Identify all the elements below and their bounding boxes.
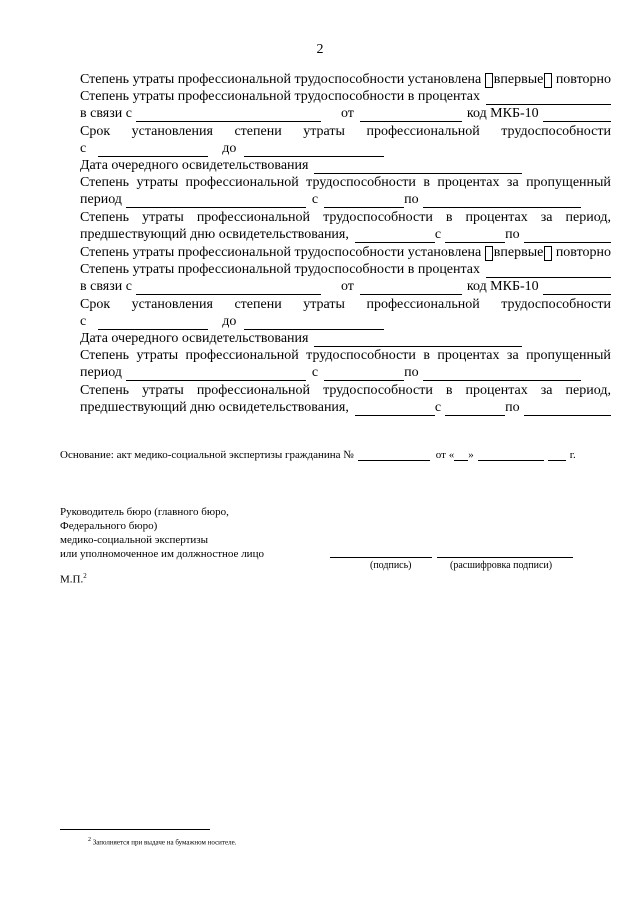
term-word: трудоспособности <box>501 123 611 139</box>
signer-title-line-3: медико-социальной экспертизы <box>60 534 209 546</box>
preceding-by-label: по <box>505 399 520 415</box>
signature-field[interactable] <box>330 557 432 558</box>
preceding-period-line <box>80 209 611 226</box>
percent-text: Степень утраты профессиональной трудоспособности в процентах <box>80 89 481 105</box>
from-c-label: с <box>80 313 87 329</box>
term-line <box>80 123 611 140</box>
signature-decode-caption: (расшифровка подписи) <box>450 560 553 571</box>
missed-end-field[interactable] <box>423 194 581 208</box>
term-end-field[interactable] <box>244 143 384 157</box>
preceding-word: трудоспособности <box>323 382 433 398</box>
percent-line <box>80 261 611 278</box>
repeat-checkbox[interactable] <box>544 73 552 88</box>
page-number: 2 <box>316 42 324 57</box>
established-text: Степень утраты профессиональной трудоспособности установлена <box>80 72 482 87</box>
preceding-word: в <box>445 209 453 225</box>
missed-period-values-line <box>80 191 611 208</box>
missed-word: профессиональной <box>185 348 299 364</box>
next-exam-line <box>80 330 611 347</box>
basis-text: Основание: акт медико-социальной экспертизы гражданина № <box>60 449 354 461</box>
missed-word: профессиональной <box>185 175 299 191</box>
act-number-field[interactable] <box>358 447 430 461</box>
missed-start-field[interactable] <box>324 367 404 381</box>
icd-field[interactable] <box>543 281 611 295</box>
next-exam-field[interactable] <box>314 333 522 347</box>
signature-caption: (подпись) <box>370 560 412 571</box>
missed-word: в <box>423 175 430 191</box>
missed-word: Степень <box>80 175 130 191</box>
preceding-period-line <box>80 382 611 399</box>
period-label: период <box>80 192 122 208</box>
preceding-word: профессиональной <box>196 209 311 225</box>
preceding-day-text: предшествующий дню освидетельствования, <box>80 226 349 242</box>
period-by-label: по <box>404 365 419 381</box>
footnote-text: Заполняется при выдаче на бумажном носителе. <box>92 838 237 847</box>
footnote-separator <box>60 829 210 830</box>
preceding-word: период, <box>565 382 611 398</box>
preceding-word: за <box>540 382 553 398</box>
percent-line <box>80 88 611 105</box>
missed-word: в <box>423 348 430 364</box>
in-connection-label: в связи с <box>80 106 132 122</box>
basis-year: г. <box>569 449 576 461</box>
established-line <box>80 71 611 88</box>
footnote-mark: 2 <box>88 837 91 843</box>
period-c-label: с <box>311 365 319 381</box>
period-c-label: с <box>311 192 319 208</box>
missed-period-line <box>80 174 611 191</box>
missed-word: за <box>506 348 519 364</box>
repeat-checkbox[interactable] <box>544 246 552 261</box>
from-c-label: с <box>80 140 87 156</box>
preceding-word: утраты <box>142 382 184 398</box>
preceding-word: утраты <box>142 209 184 225</box>
preceding-by-label: по <box>505 226 520 242</box>
signer-title-line-2: Федерального бюро) <box>60 520 158 532</box>
term-start-field[interactable] <box>98 316 208 330</box>
footnote <box>88 837 236 846</box>
term-word: степени <box>234 123 282 139</box>
preceding-word: процентах <box>465 209 528 225</box>
missed-period-values-line <box>80 364 611 381</box>
signer-title-line-1: Руководитель бюро (главного бюро, <box>60 506 229 518</box>
preceding-word: Степень <box>80 382 130 398</box>
missed-word: трудоспособности <box>306 175 416 191</box>
stamp-footnote-mark: 2 <box>83 572 87 580</box>
next-exam-text: Дата очередного освидетельствования <box>80 331 309 346</box>
first-time-checkbox[interactable] <box>485 73 493 88</box>
term-word: Срок <box>80 296 111 312</box>
from-label: от <box>340 279 354 295</box>
missed-word: за <box>506 175 519 191</box>
missed-word: утраты <box>136 348 179 364</box>
term-word: трудоспособности <box>501 296 611 312</box>
preceding-values-line <box>80 226 611 243</box>
preceding-percent-field[interactable] <box>355 229 435 243</box>
missed-word: утраты <box>136 175 179 191</box>
first-time-label: впервые <box>493 245 544 260</box>
cause-date-field[interactable] <box>360 281 462 295</box>
term-line <box>80 296 611 313</box>
basis-quote-close: » <box>468 449 474 461</box>
signer-title-line-4: или уполномоченное им должностное лицо <box>60 548 264 560</box>
cause-date-field[interactable] <box>360 108 462 122</box>
basis-from: от « <box>435 449 455 461</box>
act-year-field[interactable] <box>548 447 566 461</box>
preceding-word: период, <box>565 209 611 225</box>
percent-text: Степень утраты профессиональной трудоспособности в процентах <box>80 262 481 278</box>
term-word: профессиональной <box>366 296 480 312</box>
next-exam-field[interactable] <box>314 160 522 174</box>
preceding-word: процентах <box>465 382 528 398</box>
preceding-end-field[interactable] <box>524 402 611 416</box>
missed-start-field[interactable] <box>324 194 404 208</box>
missed-end-field[interactable] <box>423 367 581 381</box>
preceding-start-field[interactable] <box>445 229 505 243</box>
cause-field[interactable] <box>136 108 321 122</box>
preceding-word: в <box>445 382 453 398</box>
preceding-word: Степень <box>80 209 130 225</box>
term-word: установления <box>131 123 213 139</box>
preceding-word: за <box>540 209 553 225</box>
in-connection-label: в связи с <box>80 279 132 295</box>
cause-field[interactable] <box>136 281 321 295</box>
term-word: утраты <box>303 123 345 139</box>
from-label: от <box>340 106 354 122</box>
missed-word: пропущенный <box>526 175 611 191</box>
missed-period-line <box>80 347 611 364</box>
stamp-place <box>60 572 87 586</box>
preceding-c-label: с <box>434 226 442 242</box>
first-time-checkbox[interactable] <box>485 246 493 261</box>
basis-line <box>60 447 600 461</box>
missed-word: трудоспособности <box>306 348 416 364</box>
missed-word: Степень <box>80 348 130 364</box>
icd-label: код МКБ-10 <box>466 106 539 122</box>
act-month-field[interactable] <box>478 447 544 461</box>
missed-percent-field[interactable] <box>126 194 306 208</box>
preceding-word: трудоспособности <box>323 209 433 225</box>
term-dates-line <box>80 313 611 330</box>
repeat-label: повторно <box>555 245 611 260</box>
icd-field[interactable] <box>543 108 611 122</box>
act-day-field[interactable] <box>454 447 468 461</box>
signature-decode-field[interactable] <box>437 557 573 558</box>
term-start-field[interactable] <box>98 143 208 157</box>
preceding-end-field[interactable] <box>524 229 611 243</box>
missed-word: процентах <box>437 175 500 191</box>
stamp-text: М.П. <box>60 573 84 586</box>
preceding-values-line <box>80 399 611 416</box>
next-exam-line <box>80 157 611 174</box>
cause-line <box>80 278 611 295</box>
to-label: до <box>222 140 237 156</box>
established-line <box>80 244 611 261</box>
term-end-field[interactable] <box>244 316 384 330</box>
next-exam-text: Дата очередного освидетельствования <box>80 158 309 173</box>
preceding-start-field[interactable] <box>445 402 505 416</box>
term-word: профессиональной <box>366 123 480 139</box>
preceding-c-label: с <box>434 399 442 415</box>
percent-field[interactable] <box>486 264 611 278</box>
cause-line <box>80 105 611 122</box>
missed-percent-field[interactable] <box>126 367 306 381</box>
preceding-percent-field[interactable] <box>355 402 435 416</box>
term-dates-line <box>80 140 611 157</box>
percent-field[interactable] <box>486 91 611 105</box>
missed-word: пропущенный <box>526 348 611 364</box>
established-text: Степень утраты профессиональной трудоспособности установлена <box>80 245 482 260</box>
term-word: утраты <box>303 296 345 312</box>
period-label: период <box>80 365 122 381</box>
term-word: Срок <box>80 123 111 139</box>
term-word: степени <box>234 296 282 312</box>
to-label: до <box>222 313 237 329</box>
term-word: установления <box>131 296 213 312</box>
period-by-label: по <box>404 192 419 208</box>
icd-label: код МКБ-10 <box>466 279 539 295</box>
missed-word: процентах <box>437 348 500 364</box>
preceding-day-text: предшествующий дню освидетельствования, <box>80 399 349 415</box>
repeat-label: повторно <box>555 72 611 87</box>
first-time-label: впервые <box>493 72 544 87</box>
preceding-word: профессиональной <box>196 382 311 398</box>
